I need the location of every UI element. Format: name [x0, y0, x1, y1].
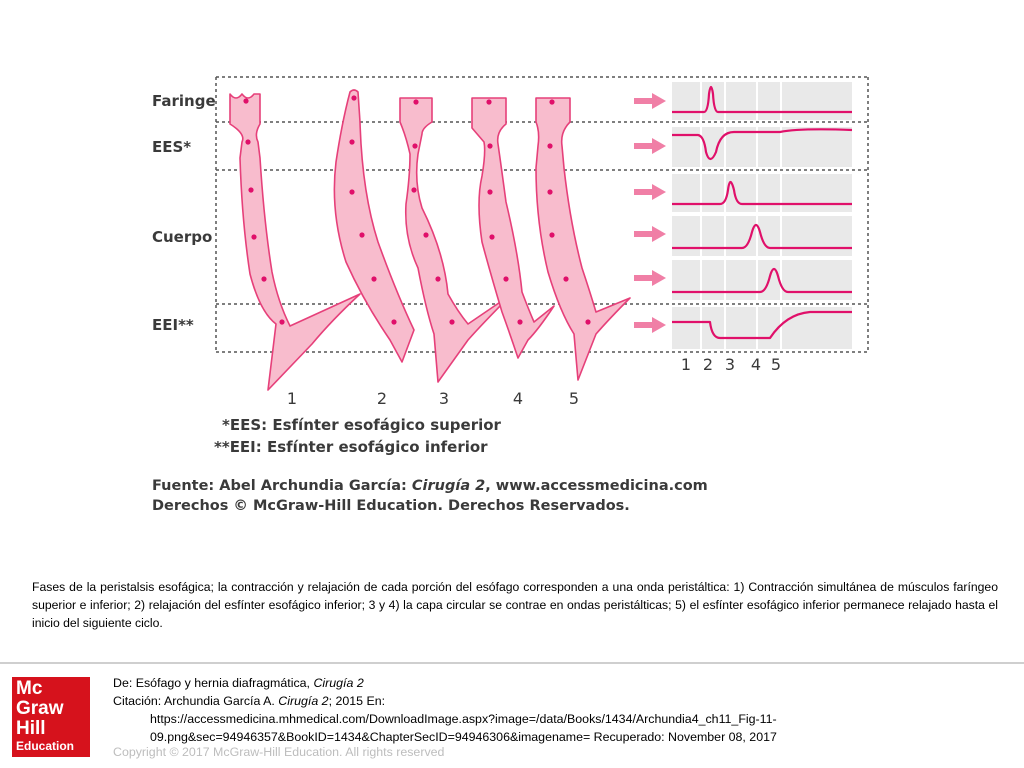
phase-number-1: 1 — [286, 389, 298, 408]
copyright-notice: Copyright © 2017 McGraw-Hill Education. All rights reserved — [113, 745, 445, 759]
figure-rights: Derechos © McGraw-Hill Education. Derechos Reservados. — [152, 498, 630, 514]
label-ees: EES* — [152, 138, 192, 156]
peristalsis-figure — [150, 72, 872, 514]
phase-number-3: 3 — [438, 389, 450, 408]
trace-number-5: 5 — [770, 355, 782, 374]
footer-divider — [0, 662, 1024, 664]
phase-number-5: 5 — [568, 389, 580, 408]
trace-number-3: 3 — [724, 355, 736, 374]
logo-line-1: Mc — [16, 678, 43, 699]
citation-line: Citación: Archundia García A. Cirugía 2; 2015 En: — [113, 694, 386, 708]
logo-line-2: Graw — [16, 698, 64, 719]
label-cuerpo: Cuerpo — [152, 228, 213, 246]
phase-number-4: 4 — [512, 389, 524, 408]
pressure-arrows — [634, 93, 666, 333]
logo-line-3: Hill — [16, 718, 46, 739]
citation-block — [113, 674, 873, 746]
figure-source: Fuente: Abel Archundia García: Cirugía 2, www.accessmedicina.com — [152, 478, 708, 494]
trace-number-2: 2 — [702, 355, 714, 374]
esophagus-phase-5 — [536, 98, 630, 380]
logo-line-4: Education — [16, 739, 75, 753]
footnote-eei: **EEI: Esfínter esofágico inferior — [214, 438, 488, 456]
footnote-ees: *EES: Esfínter esofágico superior — [222, 416, 501, 434]
esophagus-phase-2 — [334, 90, 414, 362]
citation-url[interactable]: https://accessmedicina.mhmedical.com/DownloadImage.aspx?image=/data/Books/1434/Archundia4_ch11_Fig-11- 09.png&sec=94946357&BookID=1434&ChapterSecID=94946306&imagename= Recuperado: November 08, 2017 — [150, 712, 777, 744]
label-faringe: Faringe — [152, 92, 216, 110]
trace-number-1: 1 — [680, 355, 692, 374]
citation-source: De: Esófago y hernia diafragmática, Cirugía 2 — [113, 676, 364, 690]
peristalsis-diagram — [150, 72, 872, 514]
mcgraw-hill-logo — [12, 677, 90, 757]
label-eei: EEI** — [152, 316, 194, 334]
trace-number-4: 4 — [750, 355, 762, 374]
figure-caption: Fases de la peristalsis esofágica; la contracción y relajación de cada porción del esófago corresponden a una onda peristáltica: 1) Contracción simultánea de músculos faríngeo superior e inferior; 2) relajación del esfínter esofágico inferior; 3 y 4) la capa circular se contrae en ondas peristálticas; 5) el esfínter esofágico inferior permanece relajado hasta el inicio del siguiente ciclo. — [32, 580, 998, 630]
phase-number-2: 2 — [376, 389, 388, 408]
